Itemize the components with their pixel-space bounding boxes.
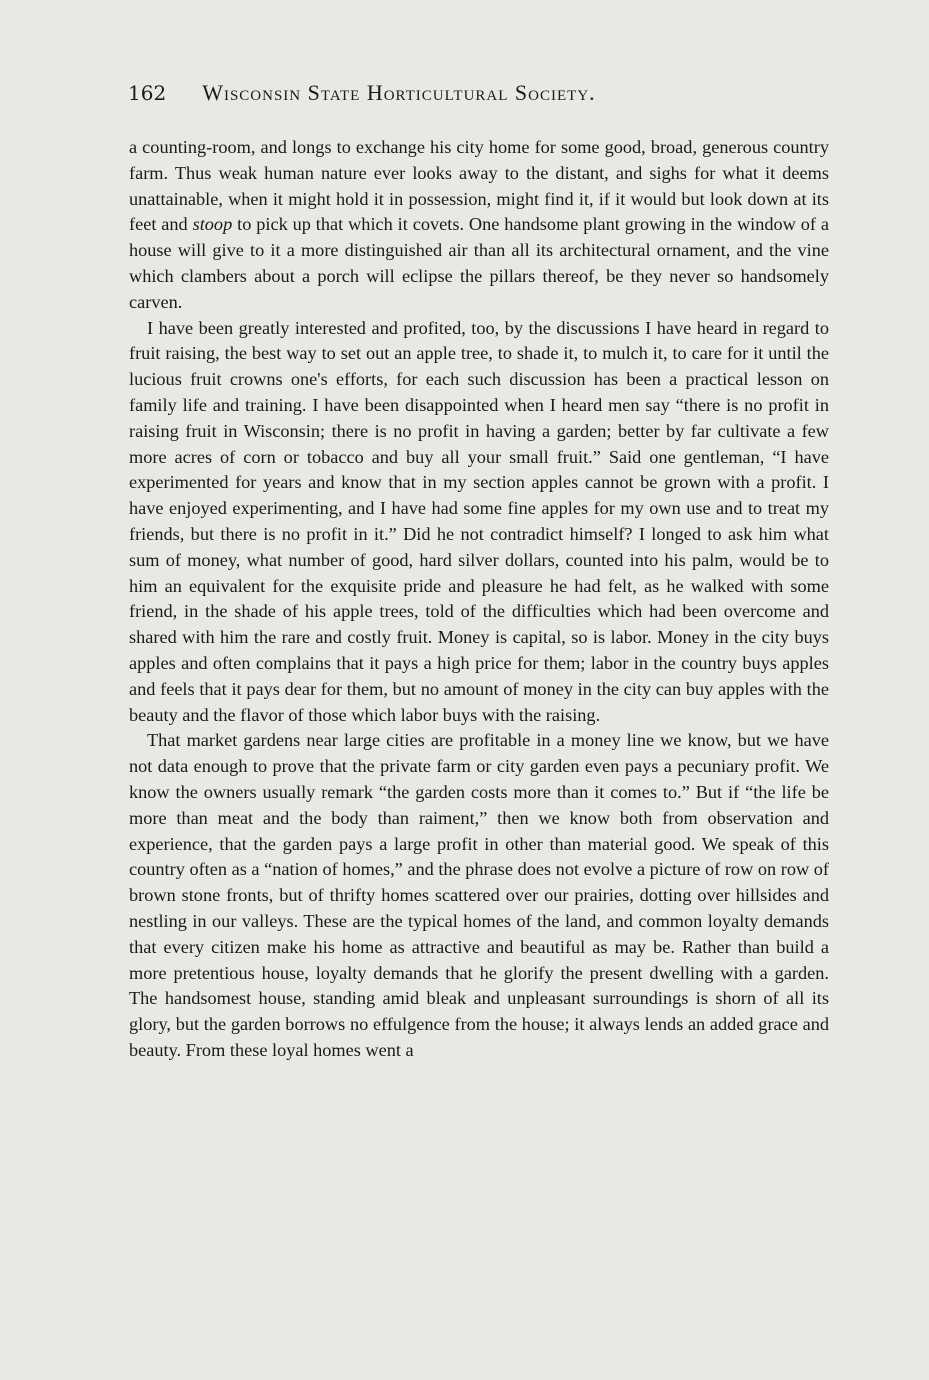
page-number: 162 [128,81,167,105]
body-text [129,135,829,1064]
page-header [128,80,828,106]
paragraph-1-text-start: a counting-room, and longs to exchange his city home for some good, broad, generous country farm. Thus weak human nature ever looks away to the distant, and sighs for what it deems unattainable, when it might hold it in possession, might find it, if it would but look down at its feet and [129,137,829,235]
paragraph-3: That market gardens near large cities are profitable in a money line we know, but we have not data enough to prove that the private farm or city garden even pays a pecuniary profit. We know the owners usually remark “the garden costs more than it comes to.” But if “the life be more than meat and the body than raiment,” then we know both from observation and experience, that the garden pays a large profit in other than material good. We speak of this country often as a “nation of homes,” and the phrase does not evolve a picture of row on row of brown stone fronts, but of thrifty homes scattered over our prairies, dotting over hillsides and nestling in our valleys. These are the typical homes of the land, and common loyalty demands that every citizen make his home as attractive and beautiful as may be. Rather than build a more pretentious house, loyalty demands that he glorify the present dwelling with a garden. The handsomest house, standing amid bleak and unpleasant surroundings is shorn of all its glory, but the garden borrows no effulgence from the house; it always lends an added grace and beauty. From these loyal homes went a [129,730,829,1060]
emphasized-word: stoop [192,214,233,235]
paragraph-1 [129,135,829,316]
paragraph-2: I have been greatly interested and profited, too, by the discussions I have heard in regard to fruit raising, the best way to set out an apple tree, to shade it, to mulch it, to care for it until the lucious fruit crowns one's efforts, for each such discussion has been a practical lesson on family life and training. I have been disappointed when I heard men say “there is no profit in raising fruit in Wisconsin; there is no profit in having a garden; better by far cultivate a few more acres of corn or tobacco and buy all your small fruit.” Said one gentleman, “I have experimented for years and know that in my section apples cannot be grown with a profit. I have enjoyed experimenting, and I have had some fine apples for my own use and to treat my friends, but there is no profit in it.” Did he not contradict himself? I longed to ask him what sum of money, what number of good, hard silver dollars, counted into his palm, would be to him an equivalent for the exquisite pride and pleasure he had felt, as he walked with some friend, in the shade of his apple trees, told of the difficulties which had been overcome and shared with him the rare and costly fruit. Money is capital, so is labor. Money in the city buys apples and often complains that it pays a high price for them; labor in the country buys apples and feels that it pays dear for them, but no amount of money in the city can buy apples with the beauty and the flavor of those which labor buys with the raising. [129,317,829,725]
running-title: Wisconsin State Horticultural Society. [202,80,596,105]
paragraph-1-text-end: to pick up that which it covets. One handsome plant growing in the window of a house will give to it a more distinguished air than all its architectural ornament, and the vine which clambers about a porch will eclipse the pillars thereof, be they never so handsomely carven. [129,214,829,312]
